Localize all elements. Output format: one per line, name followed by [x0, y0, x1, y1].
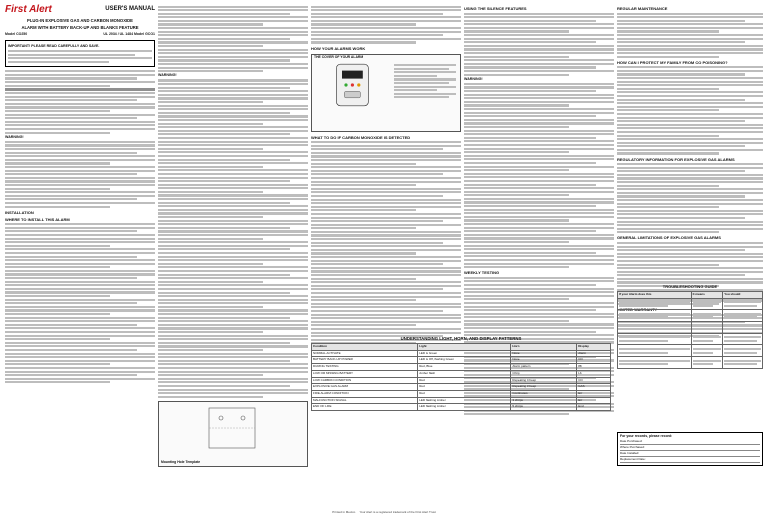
table-row — [312, 364, 611, 371]
table-row — [618, 310, 763, 322]
important-heading: IMPORTANT! PLEASE READ CAREFULLY AND SAVE. — [8, 43, 100, 48]
table-cell: 3 chirps — [511, 397, 577, 404]
table-cell: Repeating 3 beep — [511, 384, 577, 391]
header — [5, 4, 155, 15]
text-block — [464, 83, 614, 268]
table-header: You should — [723, 292, 763, 299]
table-row — [312, 397, 611, 404]
table-header: It means — [691, 292, 723, 299]
text-block — [464, 13, 614, 76]
table-cell: Red — [418, 384, 511, 391]
warning-heading: WARNING! — [464, 76, 483, 81]
alarm-cover-figure — [311, 54, 461, 132]
column-4 — [464, 4, 614, 332]
table-cell: LED is Off, flashing Green — [418, 357, 511, 364]
protect-heading: HOW CAN I PROTECT MY FAMILY FROM CO POISONING? — [617, 59, 728, 65]
table-cell: EXPLOSIVE GAS ALARM — [312, 384, 418, 391]
table-cell: Continuous — [511, 390, 577, 397]
product-title-1: PLUG-IN EXPLOSIVE GAS AND CARBON MONOXIDE — [27, 18, 133, 23]
text-block — [5, 70, 155, 133]
footer-right: Your Alert is a registered trademark of the First Alert Trust — [359, 510, 436, 515]
table-cell: CO — [577, 357, 611, 364]
where-install-heading: WHERE TO INSTALL THIS ALARM — [5, 216, 70, 222]
field-label: Replacement Date: — [620, 457, 646, 461]
table-row — [312, 350, 611, 357]
model-left: Model CO250 — [5, 32, 28, 36]
table-cell: Amber flash — [418, 370, 511, 377]
model-right: UL 2034 / UL 1484 Model GCO1 — [103, 32, 155, 36]
table-cell: Red — [418, 390, 511, 397]
table-cell: MALFUNCTION SIGNAL — [312, 397, 418, 404]
table-cell: Alarm — [577, 350, 611, 357]
table-cell: LOW OR MISSING BATTERY — [312, 370, 418, 377]
troubleshooting-table — [617, 291, 763, 369]
table-cell: Alarm pattern — [511, 364, 577, 371]
table-cell: LOW CARBON CONDITION — [312, 377, 418, 384]
table-row — [312, 357, 611, 364]
troubleshooting-section — [617, 282, 763, 371]
table-cell: End — [577, 404, 611, 411]
text-block — [5, 223, 155, 383]
maintenance-heading: REGULAR MAINTENANCE — [617, 6, 668, 11]
table-cell: Err — [577, 390, 611, 397]
mounting-diagram — [159, 402, 307, 460]
text-block — [158, 79, 308, 397]
table-cell: Repeating 4 beep — [511, 377, 577, 384]
figure-caption: Mounting Hole Template — [161, 460, 201, 465]
figure-title: THE COVER OF YOUR ALARM — [314, 54, 364, 59]
text-block — [5, 141, 155, 208]
field-label: Date Installed: — [620, 451, 640, 455]
table-cell: Red — [418, 377, 511, 384]
table-row — [312, 390, 611, 397]
brand-logo: First Alert — [5, 4, 52, 15]
table-header: Display — [577, 344, 611, 351]
page-footer — [0, 511, 768, 515]
table-row — [618, 345, 763, 357]
warranty-heading: LIMITED WARRANTY — [617, 307, 658, 313]
column-3 — [311, 4, 461, 332]
silence-heading: USING THE SILENCE FEATURES — [464, 6, 527, 11]
detected-heading: WHAT TO DO IF CARBON MONOXIDE IS DETECTED — [311, 134, 411, 140]
table-cell: 5 chirps — [511, 404, 577, 411]
table-row — [618, 298, 763, 310]
how-alarms-work-heading: HOW YOUR ALARMS WORK — [311, 45, 366, 51]
table-cell: Chirp — [511, 370, 577, 377]
table-cell: Lb — [577, 370, 611, 377]
installation-heading: INSTALLATION — [5, 209, 34, 215]
table-row — [312, 377, 611, 384]
patterns-section — [311, 334, 611, 413]
table-header: Condition — [312, 344, 418, 351]
replacement-date-field[interactable] — [620, 457, 760, 463]
table-header: Light — [418, 344, 511, 351]
model-numbers — [5, 33, 155, 37]
important-box — [5, 40, 155, 68]
troubleshooting-heading: TROUBLESHOOTING GUIDE — [662, 284, 718, 289]
field-label: Date Purchased: — [620, 439, 643, 443]
text-block — [311, 6, 461, 44]
table-cell: END OF LIFE — [312, 404, 418, 411]
table-body — [312, 350, 611, 410]
column-2 — [158, 4, 308, 512]
table-cell: 88 — [577, 364, 611, 371]
table-cell: FIRE ALARM CONDITION — [312, 390, 418, 397]
registration-box — [617, 432, 763, 466]
table-cell: LED flashing Amber — [418, 397, 511, 404]
table-cell: GAS — [577, 384, 611, 391]
table-row — [312, 404, 611, 411]
text-block — [617, 163, 763, 233]
text-block — [617, 66, 763, 154]
warning-heading: WARNING! — [158, 73, 177, 78]
field-label: Where Purchased: — [620, 445, 645, 449]
table-row — [618, 333, 763, 345]
mounting-template-figure — [158, 401, 308, 467]
table-cell: CO — [577, 377, 611, 384]
table-row — [618, 322, 763, 334]
patterns-heading: UNDERSTANDING LIGHT, HORN, AND DISPLAY PATTERNS — [400, 336, 522, 341]
text-block — [311, 141, 461, 344]
reg-info-heading: REGULATORY INFORMATION FOR EXPLOSIVE GAS ALARMS — [617, 156, 735, 162]
table-row — [618, 357, 763, 369]
table-cell: Red, Blue — [418, 364, 511, 371]
callout-labels — [394, 63, 456, 100]
warning-heading: WARNING! — [5, 134, 24, 139]
table-cell: BATTERY BACK-UP POWER — [312, 357, 418, 364]
table-cell: DURING TESTING — [312, 364, 418, 371]
manual-title: USER'S MANUAL — [105, 5, 155, 12]
footer-left: Printed in Mexico — [332, 510, 356, 515]
table-header-row — [312, 344, 611, 351]
table-cell: None — [511, 357, 577, 364]
table-row — [312, 370, 611, 377]
product-title-2: ALARM WITH BATTERY BACK-UP AND BLANKS FEATURE — [21, 25, 139, 30]
table-header: If your Alarm does this — [618, 292, 692, 299]
patterns-table — [311, 343, 611, 411]
table-cell: NORMAL ACTIVATE — [312, 350, 418, 357]
registration-heading: For your records, please record: — [620, 434, 673, 438]
table-header-row — [618, 292, 763, 299]
text-block — [617, 13, 763, 58]
table-row — [312, 384, 611, 391]
weekly-testing-heading: WEEKLY TESTING — [464, 270, 500, 276]
table-cell: LED is Green — [418, 350, 511, 357]
limitations-heading: GENERAL LIMITATIONS OF EXPLOSIVE GAS ALARMS — [617, 235, 721, 241]
table-header: Horn — [511, 344, 577, 351]
alarm-illustration — [322, 61, 386, 109]
column-1 — [5, 4, 155, 512]
table-cell: None — [511, 350, 577, 357]
table-cell: LED flashing Amber — [418, 404, 511, 411]
table-cell: Err — [577, 397, 611, 404]
text-block — [158, 6, 308, 73]
text-block — [8, 50, 152, 63]
